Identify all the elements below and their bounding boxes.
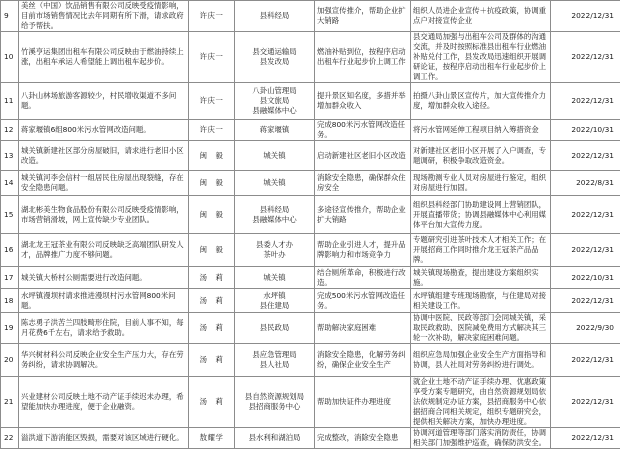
table-body [1, 1, 620, 449]
table-row [1, 171, 620, 196]
issue-cell: 城关镇大桥村公厕需要进行改造问题。 [19, 267, 189, 289]
table-row [1, 428, 620, 449]
measure-cell: 加强宣传推介，帮助企业扩大销路 [315, 1, 411, 32]
leader-cell: 汤 莉 [189, 267, 235, 289]
row-number: 19 [1, 313, 19, 344]
row-number: 18 [1, 289, 19, 313]
deadline-cell: 2022/12/31 [551, 344, 620, 377]
deadline-cell: 2022/12/31 [551, 141, 620, 171]
leader-cell: 汤 莉 [189, 313, 235, 344]
deadline-cell: 2022/8/31 [551, 171, 620, 196]
table-row [1, 289, 620, 313]
table-row [1, 83, 620, 120]
table-row [1, 1, 620, 32]
measure-cell: 提升景区知名度，多措并举增加群众收入 [315, 83, 411, 120]
issue-cell: 溢洪道下游消能区毁损，需要对该区域进行硬化。 [19, 428, 189, 449]
leader-cell: 汤 莉 [189, 377, 235, 428]
issue-cell: 蒋家堰镇6组800米污水管网改造问题。 [19, 120, 189, 141]
table-row [1, 313, 620, 344]
leader-cell: 闽 毅 [189, 171, 235, 196]
leader-cell: 许庆一 [189, 1, 235, 32]
deadline-cell: 2022/12/31 [551, 83, 620, 120]
department-cell: 八卦山管理局 县文旅局 县融媒体中心 [235, 83, 315, 120]
issue-cell: 湖北彬美生物食品股份有限公司反映受疫情影响，市场营销滑坡，网上宣传缺少专业团队。 [19, 196, 189, 234]
table-row [1, 234, 620, 267]
row-number: 21 [1, 377, 19, 428]
leader-cell: 许庆一 [189, 32, 235, 83]
measure-cell: 完成整改，消除安全隐患 [315, 428, 411, 449]
progress-cell: 协调河道管理等部门落实消防责任，协调相关部门加强维护巡查，确保防洪安全。 [411, 428, 551, 449]
progress-cell: 将污水管网延伸工程项目纳入筹措资金 [411, 120, 551, 141]
deadline-cell: 2022/9/30 [551, 313, 620, 344]
progress-cell: 县交通局加强与出租车公司及群体的沟通交流，并及时按照标准县出租车行业燃油补贴兑付工作，县发改局迅速组织开展调研论证，按程序启动出租车行业起步价上调工作。 [411, 32, 551, 83]
measure-cell: 帮助企业引进人才，提升品牌影响力和市场竞争力 [315, 234, 411, 267]
issue-cell: 城关镇河李会信村一组居民住房屋出现裂缝，存在安全隐患问题。 [19, 171, 189, 196]
progress-cell: 水坪镇组建专班现场勘察，与住建局对接相关建设工作。 [411, 289, 551, 313]
progress-cell: 协调中医院、民政等部门会同城关镇，采取民政救助、医院减免费用方式解决其三轮一次补助，解决家庭困难问题。 [411, 313, 551, 344]
measure-cell: 完成500米污水管网改造任务。 [315, 289, 411, 313]
department-cell: 县交通运输局 县发改局 [235, 32, 315, 83]
department-cell: 县委人才办 茶叶办 [235, 234, 315, 267]
department-cell: 县自然资源规划局 县招商服务中心 [235, 377, 315, 428]
department-cell: 县科经局 县融媒体中心 [235, 196, 315, 234]
measure-cell: 启动新建社区老旧小区改造 [315, 141, 411, 171]
row-number: 12 [1, 120, 19, 141]
department-cell: 县应急管理局 县人社局 [235, 344, 315, 377]
deadline-cell: 2022/10/31 [551, 267, 620, 289]
measure-cell: 帮助解决家庭困难 [315, 313, 411, 344]
leader-cell: 闽 毅 [189, 196, 235, 234]
deadline-cell: 2022/12/31 [551, 32, 620, 83]
table-row [1, 267, 620, 289]
table-row [1, 32, 620, 83]
row-number: 13 [1, 141, 19, 171]
progress-cell: 城关镇现场勘查，提出建设方案组织实施。 [411, 267, 551, 289]
measure-cell: 完成800米污水管网改造任务。 [315, 120, 411, 141]
measure-cell: 消除安全隐患，化解劳务纠纷，确保企业安全生产 [315, 344, 411, 377]
leader-cell: 敖耀学 [189, 428, 235, 449]
department-cell: 水坪镇 县住建局 [235, 289, 315, 313]
issue-cell: 兴业建材公司反映土地不动产证手续迟未办理，希望能加快办理进度，便于企业融资。 [19, 377, 189, 428]
measure-cell: 多途径宣传推介，帮助企业扩大销路 [315, 196, 411, 234]
department-cell: 城关镇 [235, 171, 315, 196]
table-row [1, 196, 620, 234]
issue-cell: 陈志勇子洪苦兰四肢畸形住院，目前人事不知，每月花费6千左右，请求给予救助。 [19, 313, 189, 344]
deadline-cell: 2022/12/31 [551, 428, 620, 449]
deadline-cell: 2022/12/31 [551, 196, 620, 234]
measure-cell: 结合厕所革命，积极进行改造。 [315, 267, 411, 289]
row-number: 10 [1, 32, 19, 83]
department-cell: 县民政局 [235, 313, 315, 344]
row-number: 15 [1, 196, 19, 234]
leader-cell: 许庆一 [189, 83, 235, 120]
progress-cell: 对新建社区老旧小区开展了入户调查，专题调研，积极争取改造资金。 [411, 141, 551, 171]
progress-cell: 现场勘测专业人员对房屋进行鉴定，组织对房屋进行加固。 [411, 171, 551, 196]
deadline-cell: 2022/12/31 [551, 234, 620, 267]
progress-cell: 组织人员进企业宣传＋抗疫政策，协调重点户对接宣传企业 [411, 1, 551, 32]
deadline-cell: 2022/12/31 [551, 289, 620, 313]
progress-cell: 拍摄八卦山景区宣传片，加大宣传推介力度，增加群众收入途径。 [411, 83, 551, 120]
leader-cell: 许庆一 [189, 120, 235, 141]
department-cell: 蒋家堰镇 [235, 120, 315, 141]
issue-cell: 城关镇新建社区部分房屋破旧，请求进行老旧小区改造。 [19, 141, 189, 171]
department-cell: 城关镇 [235, 267, 315, 289]
row-number: 14 [1, 171, 19, 196]
leader-cell: 汤 莉 [189, 344, 235, 377]
issue-cell: 竹溪亨运集团出租车有限公司反映由于燃油持续上涨，出租车承运人希望能上调出租车起步价。 [19, 32, 189, 83]
row-number: 17 [1, 267, 19, 289]
deadline-cell: 2022/10/31 [551, 120, 620, 141]
row-number: 20 [1, 344, 19, 377]
table-row [1, 377, 620, 428]
department-cell: 县科经局 [235, 1, 315, 32]
progress-cell: 就企业土地不动产证手续办理、优惠政策享受方案专题研究，由自然资源规划局依法依规制定办证方案，县招商服务中心依据招商合同相关规定，组织专题研究会，提供相关解决方案，加快办理进度。 [411, 377, 551, 428]
progress-cell: 专题研究引进茶叶技术人才相关工作；在开展招商工作同时推介龙王冠茶产品品牌。 [411, 234, 551, 267]
department-cell: 县水利和湖泊局 [235, 428, 315, 449]
issue-cell: 湖北龙王冠茶业有限公司反映缺乏高端团队研发人才，品牌推广力度不够问题。 [19, 234, 189, 267]
row-number: 22 [1, 428, 19, 449]
row-number: 11 [1, 83, 19, 120]
measure-cell: 燃油补贴到位，按程序启动出租车行业起步价上调工作 [315, 32, 411, 83]
deadline-cell: 2022/12/31 [551, 377, 620, 428]
progress-cell: 组织应急局加强企业安全生产方面指导和协调，县人社局对劳务纠纷进行调处。 [411, 344, 551, 377]
issue-cell: 华兴树材科公司反映企业安全生产压力大，存在劳务纠纷，请求协调解决。 [19, 344, 189, 377]
measure-cell: 消除安全隐患，确保群众住房安全 [315, 171, 411, 196]
issue-cell: 水坪镇漫坝村请求推进漫坝村污水管网800米问题。 [19, 289, 189, 313]
row-number: 9 [1, 1, 19, 32]
progress-cell: 组织县科经部门协助建设网上营销团队，开展直播带货；协调县融媒体中心利用媒体平台加大宣传力度。 [411, 196, 551, 234]
row-number: 16 [1, 234, 19, 267]
table-row [1, 120, 620, 141]
issue-cell: 美丝（中国）饮品销售有限公司反映受疫情影响，目前市场销售情况比去年同期有所下滑，请求政府给予帮扶。 [19, 1, 189, 32]
leader-cell: 汤 莉 [189, 289, 235, 313]
leader-cell: 闽 毅 [189, 141, 235, 171]
deadline-cell: 2022/12/31 [551, 1, 620, 32]
table-row [1, 344, 620, 377]
leader-cell: 闽 毅 [189, 234, 235, 267]
issue-cell: 八卦山林场旅游客源较少，村民增收渠道不多问题。 [19, 83, 189, 120]
table-row [1, 141, 620, 171]
measure-cell: 帮助加快证件办理进度 [315, 377, 411, 428]
department-cell: 城关镇 [235, 141, 315, 171]
